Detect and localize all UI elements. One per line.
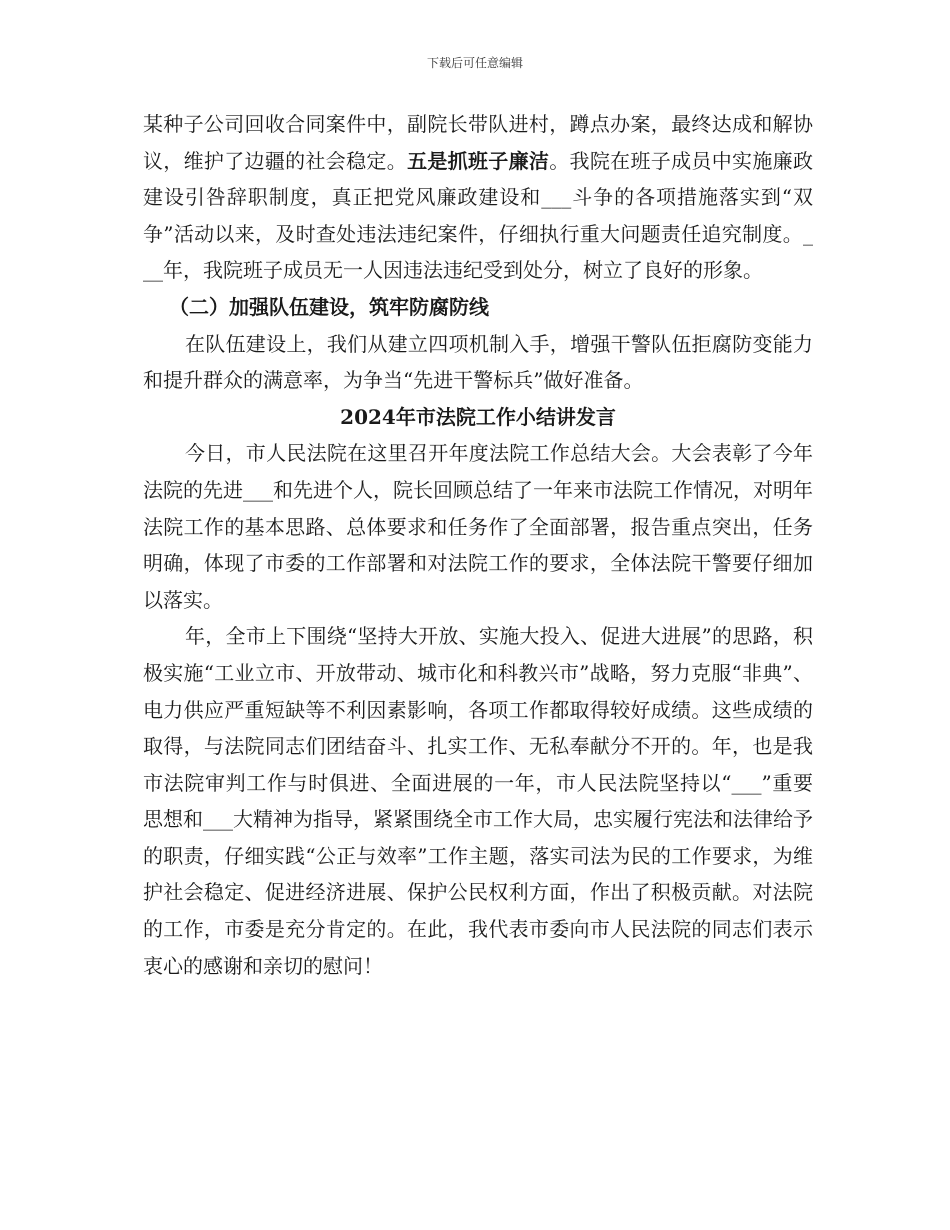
- header-note: 下载后可任意编辑: [426, 56, 523, 70]
- paragraph-text: 某种子公司回收合同案件中，副院长带队进村，蹲点办案，最终达成和解协议，维护了边疆的社会稳定。: [143, 112, 813, 173]
- section-heading: （二）加强队伍建设，筑牢防腐防线: [169, 294, 489, 319]
- paragraph-year-review: 年，全市上下围绕“坚持大开放、实施大投入、促进大进展”的思路，积极实施“工业立市、开放带动、城市化和科教兴市”战略，努力克服“非典”、电力供应严重短缺等不利因素影响，各项工作都取得较好成绩。这些成绩的取得，与法院同志们团结奋斗、扎实工作、无私奉献分不开的。年，也是我市法院审判工作与时俱进、全面进展的一年，市人民法院坚持以“___”重要思想和___大精神为指导，紧紧围绕全市工作大局，忠实履行宪法和法律给予的职责，仔细实践“公正与效率”工作主题，落实司法为民的工作要求，为维护社会稳定、促进经济进展、保护公民权利方面，作出了积极贡献。对法院的工作，市委是充分肯定的。在此，我代表市委向市人民法院的同志们表示衷心的感谢和亲切的慰问！: [143, 624, 813, 978]
- document-title: 2024年市法院工作小结讲发言: [340, 404, 616, 429]
- paragraph-intro: 今日，市人民法院在这里召开年度法院工作总结大会。大会表彰了今年法院的先进___和先进个人，院长回顾总结了一年来市法院工作情况，对明年法院工作的基本思路、总体要求和任务作了全面部署，报告重点突出，任务明确，体现了市委的工作部署和对法院工作的要求，全体法院干警要仔细加以落实。: [143, 441, 813, 612]
- bold-phrase: 五是抓班子廉洁: [407, 148, 550, 173]
- paragraph-continuation: [143, 106, 813, 289]
- paragraph-text: 。我院在班子成员中实施廉政建设引咎辞职制度，真正把党风廉政建设和___斗争的各项措施落实到“双争”活动以来，及时查处违法违纪案件，仔细执行重大问题责任追究制度。___年，我院班子成员无一人因违法违纪受到处分，树立了良好的形象。: [143, 148, 813, 283]
- paragraph-team-building: 在队伍建设上，我们从建立四项机制入手，增强干警队伍拒腐防变能力和提升群众的满意率，为争当“先进干警标兵”做好准备。: [143, 331, 813, 393]
- document-body: [143, 106, 813, 984]
